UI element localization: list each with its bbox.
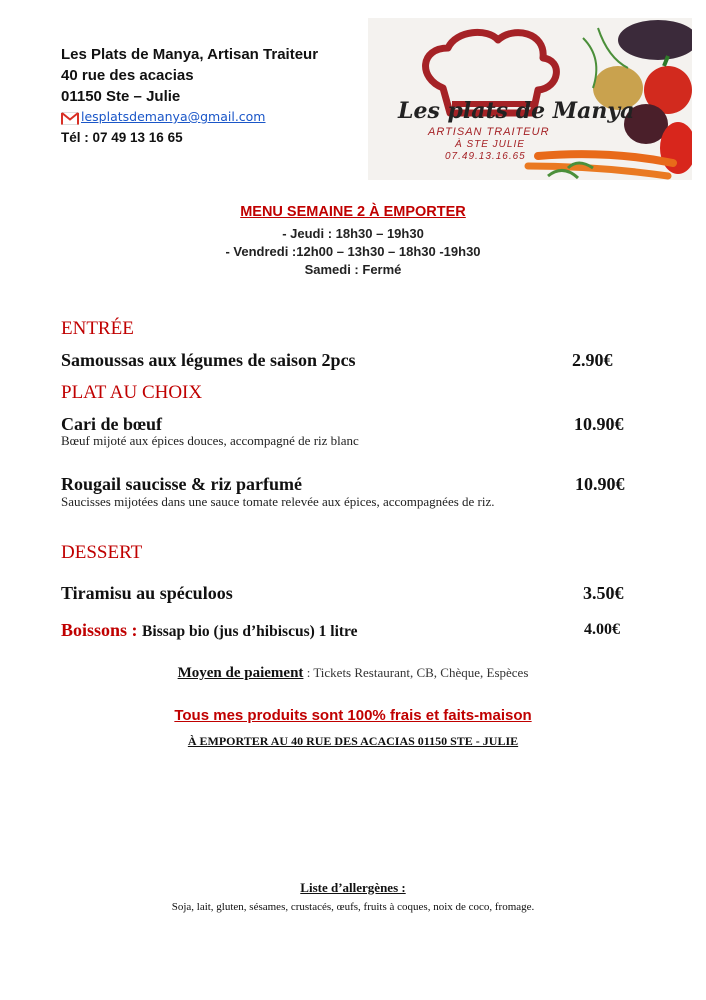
menu-title-text: MENU SEMAINE 2 À EMPORTER — [240, 204, 466, 220]
allergen-list: Soja, lait, gluten, sésames, crustacés, œufs, fruits à coques, noix de coco, fromage. — [171, 901, 535, 913]
logo-banner — [368, 18, 692, 180]
drinks-price: 4.00€ — [584, 621, 620, 638]
item-tiramisu — [61, 583, 626, 604]
pickup-notice — [0, 734, 706, 749]
gmail-icon — [61, 111, 79, 124]
fresh-notice: Tous mes produits sont 100% frais et faits-maison — [174, 707, 532, 724]
item-rougail — [61, 474, 626, 495]
drinks-item: Bissap bio (jus d’hibiscus) 1 litre — [142, 623, 358, 640]
item-description: Bœuf mijoté aux épices douces, accompagné de riz blanc — [61, 433, 359, 448]
item-price: 10.90€ — [574, 414, 624, 434]
logo-phone: 07.49.13.16.65 — [445, 151, 526, 162]
payment-label: Moyen de paiement — [177, 665, 304, 681]
pickup-text: À EMPORTER AU 40 RUE DES ACACIAS 01150 STE - JULIE — [187, 734, 519, 748]
drinks-label: Boissons — [61, 620, 128, 640]
item-samoussas — [61, 350, 626, 371]
item-price: 3.50€ — [583, 583, 624, 603]
item-price: 10.90€ — [575, 474, 625, 494]
email-link[interactable]: lesplatsdemanya@gmail.com — [81, 109, 266, 124]
business-street: 40 rue des acacias — [61, 67, 194, 84]
menu-title — [0, 204, 706, 220]
hours-saturday: Samedi : Fermé — [304, 262, 402, 277]
logo-location: À STE JULIE — [455, 139, 525, 150]
business-header — [61, 44, 318, 149]
business-city: 01150 Ste – Julie — [61, 88, 181, 105]
item-description: Saucisses mijotées dans une sauce tomate relevée aux épices, accompagnées de riz. — [61, 494, 495, 509]
logo-title: Les plats de Manya — [398, 98, 635, 124]
item-name: Samoussas aux légumes de saison 2pcs — [61, 350, 356, 370]
item-cari — [61, 414, 626, 435]
item-name: Cari de bœuf — [61, 414, 163, 434]
email-row — [61, 107, 318, 127]
logo-subtitle: ARTISAN TRAITEUR — [428, 126, 550, 138]
hours-thursday: - Jeudi : 18h30 – 19h30 — [282, 226, 424, 241]
hours-friday: - Vendredi :12h00 – 13h30 – 18h30 -19h30 — [225, 244, 481, 259]
section-dessert: DESSERT — [61, 542, 143, 563]
business-phone: Tél : 07 49 13 16 65 — [61, 130, 183, 145]
section-entree: ENTRÉE — [61, 318, 134, 339]
drinks-row — [61, 620, 358, 641]
drinks-separator: : — [127, 620, 143, 640]
payment-methods: : Tickets Restaurant, CB, Chèque, Espèces — [303, 665, 529, 680]
item-name: Rougail saucisse & riz parfumé — [61, 474, 302, 494]
allergen-title: Liste d’allergènes : — [300, 880, 406, 895]
item-price: 2.90€ — [572, 350, 613, 370]
payment-row — [0, 665, 706, 682]
section-plat: PLAT AU CHOIX — [61, 382, 203, 403]
business-name: Les Plats de Manya, Artisan Traiteur — [61, 46, 319, 63]
item-name: Tiramisu au spéculoos — [61, 583, 233, 603]
